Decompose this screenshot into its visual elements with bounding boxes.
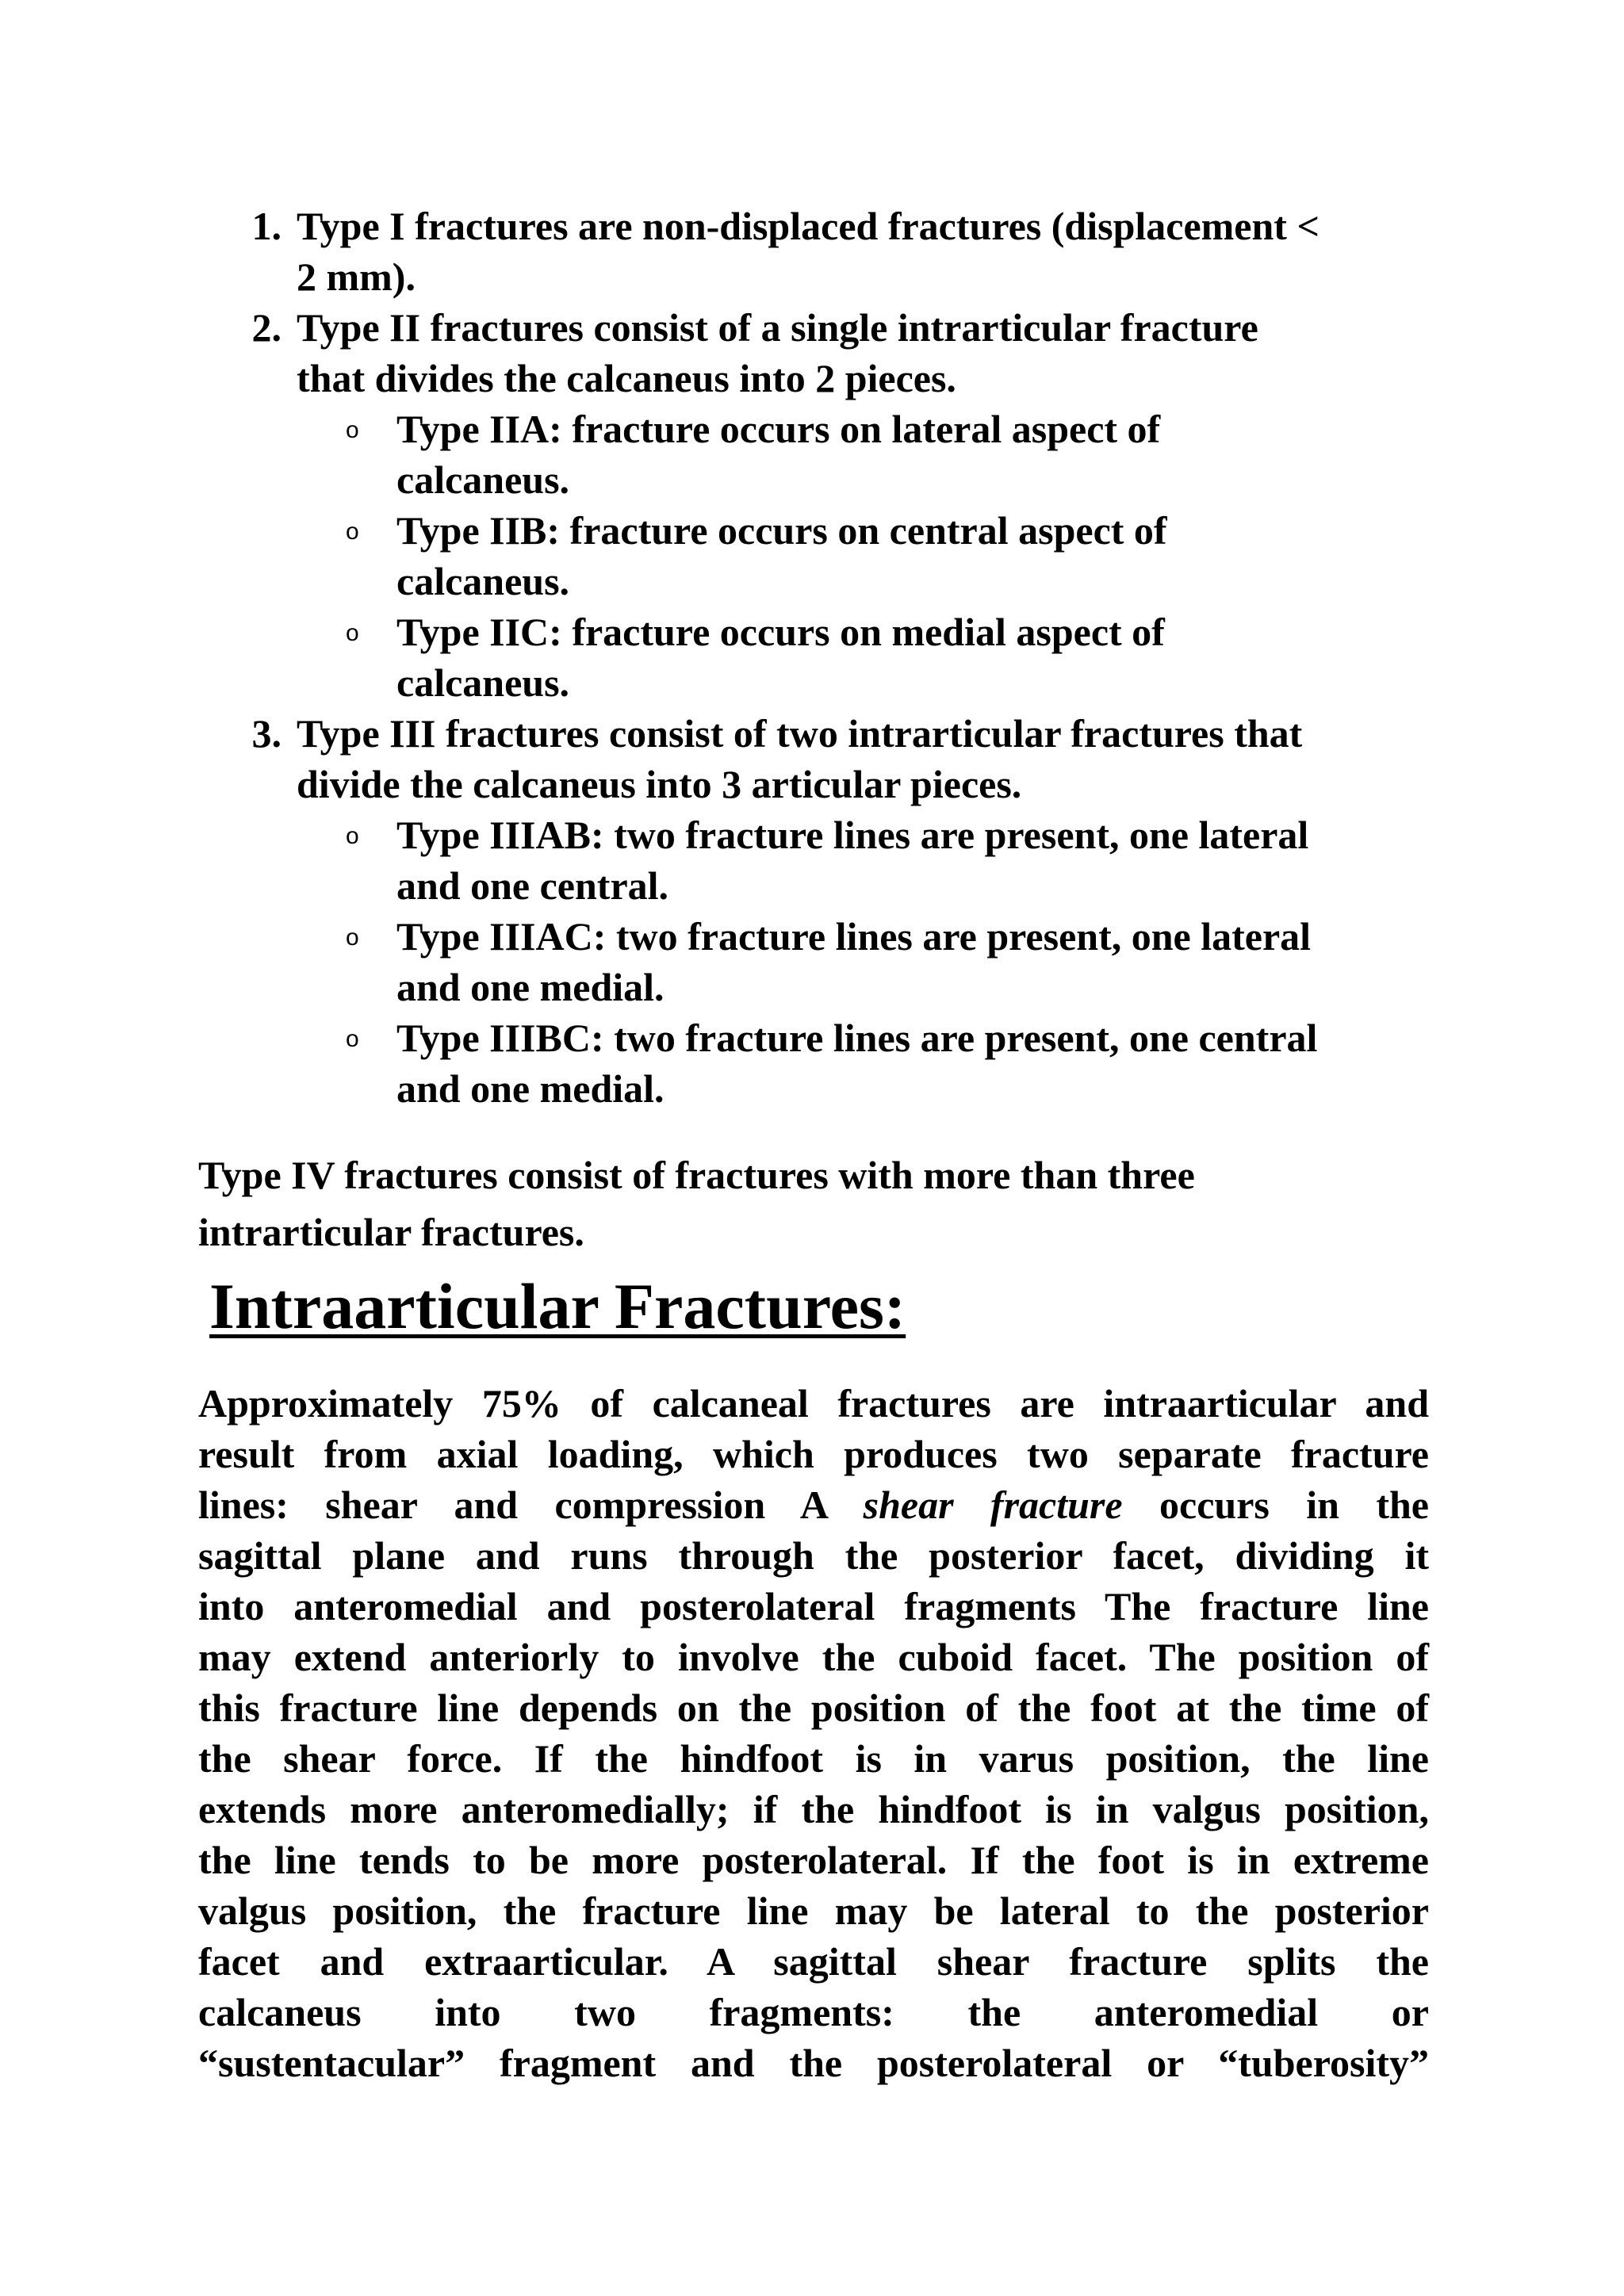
sub-item-3ab-line-2: and one central. [396, 863, 669, 908]
sub-item-2b-line-2: calcaneus. [396, 559, 570, 603]
body-line-1: Approximately 75% of calcaneal fractures are intraarticular and [198, 1381, 1429, 1425]
sub-item-2a-line-1: Type IIA: fracture occurs on lateral aspect of [396, 407, 1161, 451]
body-line-11: valgus position, the fracture line may be lateral to the posterior [198, 1888, 1429, 1933]
body-line-5: into anteromedial and posterolateral fragments The fracture line [198, 1584, 1429, 1628]
list-item-3-line-2: divide the calcaneus into 3 articular pieces. [297, 762, 1022, 806]
body-line-6: may extend anteriorly to involve the cuboid facet. The position of [198, 1635, 1429, 1679]
sub-item-3bc-line-1: Type IIIBC: two fracture lines are present, one central [396, 1016, 1318, 1060]
body-line-4: sagittal plane and runs through the posterior facet, dividing it [198, 1533, 1429, 1578]
body-line-9: extends more anteromedially; if the hindfoot is in valgus position, [198, 1787, 1429, 1831]
body-line-3-part-a: lines: shear and compression A [198, 1483, 827, 1527]
body-line-3-emphasis: shear fracture [863, 1483, 1123, 1527]
sub-item-2b-line-1: Type IIB: fracture occurs on central aspect of [396, 508, 1167, 553]
list-item-1-line-1: Type I fractures are non-displaced fractures (displacement < [297, 204, 1320, 248]
sub-bullet-3ac: o [346, 924, 359, 951]
body-line-2: result from axial loading, which produces two separate fracture [198, 1432, 1429, 1476]
sub-item-2c-line-2: calcaneus. [396, 660, 570, 705]
sub-item-2a-line-2: calcaneus. [396, 457, 570, 502]
list-marker-2: 2. [251, 305, 282, 350]
list-item-1-line-2: 2 mm). [297, 254, 416, 299]
body-line-12: facet and extraarticular. A sagittal shear fracture splits the [198, 1939, 1429, 1984]
sub-bullet-2c: o [346, 620, 359, 646]
sub-bullet-2a: o [346, 417, 359, 443]
sub-bullet-3bc: o [346, 1026, 359, 1052]
list-item-2-line-1: Type II fractures consist of a single intrarticular fracture [297, 305, 1258, 350]
body-line-8: the shear force. If the hindfoot is in varus position, the line [198, 1736, 1429, 1781]
list-marker-1: 1. [251, 204, 282, 248]
body-line-10: the line tends to be more posterolateral. If the foot is in extreme [198, 1838, 1429, 1882]
body-line-7: this fracture line depends on the position of the foot at the time of [198, 1686, 1429, 1730]
sub-item-3bc-line-2: and one medial. [396, 1066, 665, 1111]
type-iv-line-1: Type IV fractures consist of fractures with more than three [198, 1153, 1195, 1197]
list-item-2-line-2: that divides the calcaneus into 2 pieces. [297, 356, 956, 400]
list-marker-3: 3. [251, 711, 282, 756]
body-line-3 [198, 1479, 1429, 1530]
list-item-3-line-1: Type III fractures consist of two intrarticular fractures that [297, 711, 1303, 756]
sub-item-3ac-line-2: and one medial. [396, 965, 665, 1009]
type-iv-line-2: intrarticular fractures. [198, 1210, 584, 1254]
sub-item-3ac-line-1: Type IIIAC: two fracture lines are present, one lateral [396, 914, 1312, 959]
body-line-14: “sustentacular” fragment and the posterolateral or “tuberosity” [198, 2041, 1429, 2085]
sub-bullet-3ab: o [346, 823, 359, 849]
sub-bullet-2b: o [346, 519, 359, 545]
body-line-3-part-b: occurs in the [1159, 1483, 1429, 1527]
body-line-13: calcaneus into two fragments: the anteromedial or [198, 1990, 1429, 2034]
sub-item-3ab-line-1: Type IIIAB: two fracture lines are present, one lateral [396, 813, 1309, 857]
section-heading: Intraarticular Fractures: [209, 1270, 906, 1342]
sub-item-2c-line-1: Type IIC: fracture occurs on medial aspect of [396, 610, 1165, 654]
